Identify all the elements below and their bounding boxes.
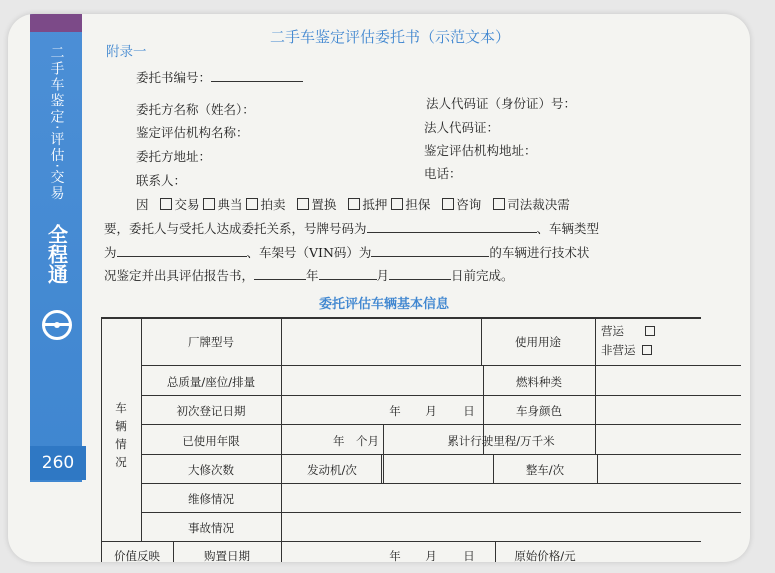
cell-years-months: 年 个月: [333, 434, 379, 448]
cell-years-used-label: 已使用年限: [182, 434, 240, 448]
group-label-value: 价值反映: [114, 549, 160, 562]
document-page: [8, 14, 750, 562]
cell-maintenance-label: 维修情况: [188, 492, 234, 506]
institution-name-label: 鉴定评估机构名称：: [136, 125, 249, 140]
phone-label: 电话：: [424, 166, 462, 181]
cell-whole-label: 整车/次: [525, 463, 565, 477]
reason-pawn: 典当: [217, 197, 243, 212]
checkbox-judicial[interactable]: [493, 198, 505, 210]
client-name-label: 委托方名称（姓名）：: [136, 102, 255, 117]
sidebar-bold-title: 全程通: [44, 224, 69, 284]
table-caption: 委托评估车辆基本信息: [319, 297, 450, 312]
reason-prefix: 因: [136, 197, 149, 212]
cell-weight-label: 总质量/座位/排量: [166, 375, 256, 389]
paragraph-line-2: 要，委托人与受托人达成委托关系，号牌号码为 、车辆类型: [104, 221, 600, 236]
institution-code-label: 法人代码证：: [424, 120, 500, 135]
group-label-vehicle: 车辆情况: [115, 401, 127, 469]
cell-purchase-day: 日: [463, 549, 475, 562]
reason-line: [136, 195, 570, 213]
reason-mortgage: 抵押: [362, 197, 388, 212]
cell-mileage-label: 累计行驶里程/万千米: [447, 434, 555, 448]
cell-original-price-label: 原始价格/元: [514, 549, 576, 562]
cell-purchase-month: 月: [425, 549, 437, 562]
cell-first-reg-month: 月: [425, 404, 437, 418]
cell-engine-label: 发动机/次: [307, 463, 357, 477]
client-address-label: 委托方地址：: [136, 149, 212, 164]
reason-trade: 交易: [174, 197, 200, 212]
checkbox-mortgage[interactable]: [348, 198, 360, 210]
delegation-no-label: 委托书编号：: [136, 68, 303, 86]
cell-fuel-label: 燃料种类: [516, 375, 562, 389]
cell-accident-label: 事故情况: [188, 521, 234, 535]
steering-wheel-icon: [42, 310, 72, 340]
page-number: 260: [30, 446, 86, 480]
reason-auction: 拍卖: [260, 197, 286, 212]
institution-address-label: 鉴定评估机构地址：: [424, 143, 537, 158]
cell-first-reg-day: 日: [463, 404, 475, 418]
appendix-label: 附录一: [106, 44, 147, 60]
page-title: 二手车鉴定评估委托书（示范文本）: [270, 28, 511, 46]
sidebar-top-band: [30, 14, 82, 32]
cell-non-operating: 非营运: [601, 342, 691, 358]
paragraph-line-4: 况鉴定并出具评估报告书， 年 月 日前完成。: [104, 268, 514, 283]
paragraph-line-3: 为 、车架号（VIN码）为 的车辆进行技术状: [104, 245, 590, 260]
cell-brand-label: 厂牌型号: [188, 335, 234, 349]
cell-purchase-date-label: 购置日期: [204, 549, 250, 562]
reason-judicial: 司法裁决需: [507, 197, 570, 212]
cell-operating: 营运: [601, 323, 691, 339]
reason-replace: 置换: [311, 197, 337, 212]
cell-color-label: 车身颜色: [516, 404, 562, 418]
reason-guarantee: 担保: [405, 197, 431, 212]
contact-label: 联系人：: [136, 173, 187, 188]
reason-consult: 咨询: [456, 197, 482, 212]
sidebar: [30, 14, 82, 482]
vehicle-info-table: [101, 317, 701, 562]
legal-id-label: 法人代码证（身份证）号：: [426, 96, 577, 111]
checkbox-guarantee[interactable]: [391, 198, 403, 210]
checkbox-non-operating[interactable]: [642, 345, 652, 355]
sidebar-title: 二手车鉴定·评估·交易: [48, 45, 65, 202]
cell-purchase-year: 年: [389, 549, 401, 562]
checkbox-replace[interactable]: [297, 198, 309, 210]
checkbox-pawn[interactable]: [203, 198, 215, 210]
cell-first-reg-label: 初次登记日期: [176, 404, 246, 418]
cell-first-reg-year: 年: [389, 404, 401, 418]
checkbox-consult[interactable]: [442, 198, 454, 210]
checkbox-auction[interactable]: [246, 198, 258, 210]
checkbox-operating[interactable]: [645, 326, 655, 336]
cell-overhaul-label: 大修次数: [188, 463, 234, 477]
checkbox-trade[interactable]: [160, 198, 172, 210]
cell-use-label: 使用用途: [515, 335, 561, 349]
